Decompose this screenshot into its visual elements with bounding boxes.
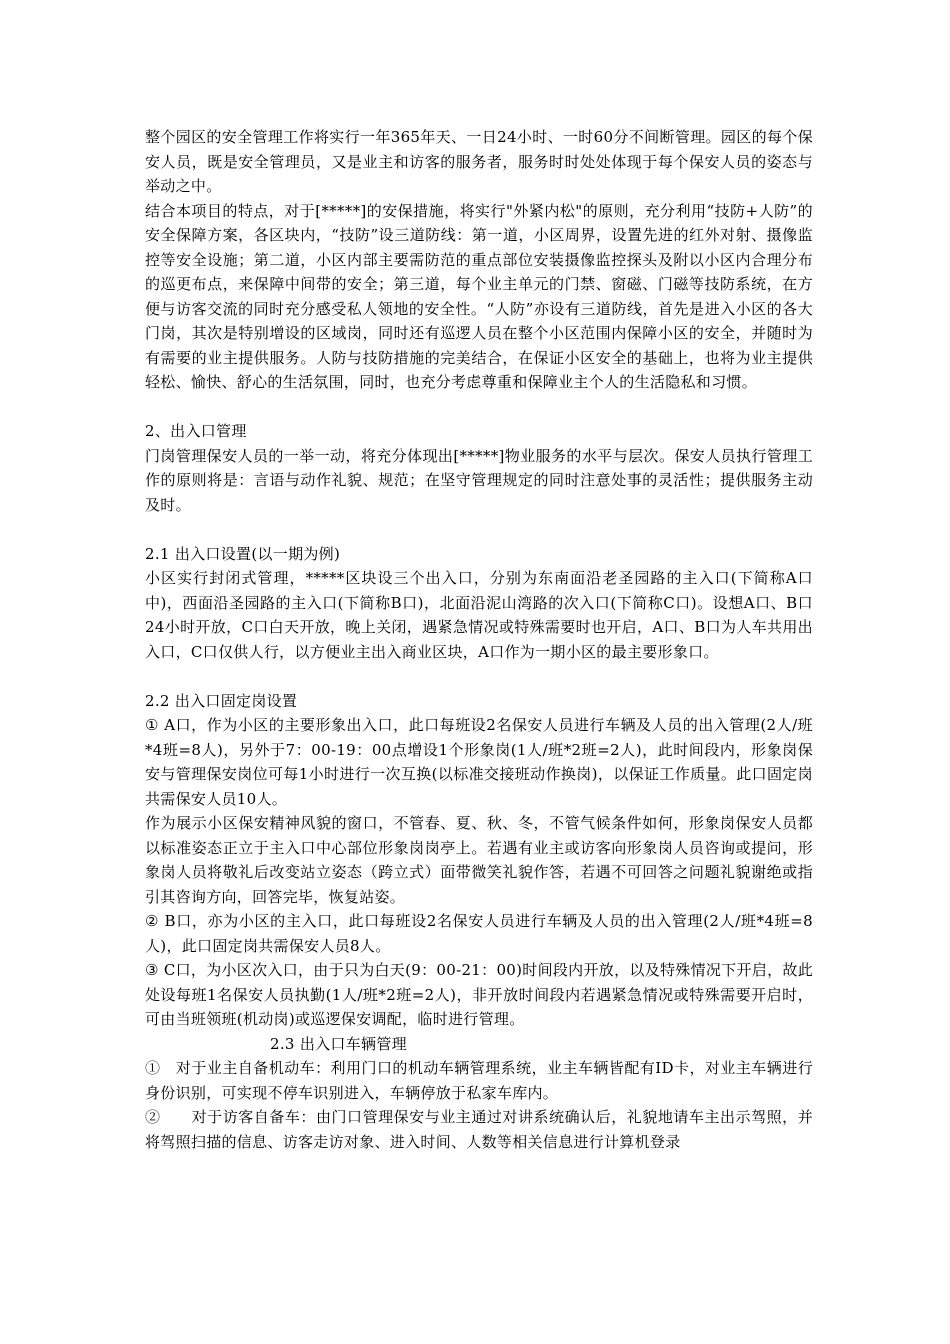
paragraph-gate-principles: 门岗管理保安人员的一举一动，将充分体现出[*****]物业服务的水平与层次。保安人员执行管理工作的原则将是：言语与动作礼貌、规范；在坚守管理规定的同时注意处事的灵活性；提供服务主动及时。 — [145, 446, 813, 514]
paragraph-owner-vehicles: ① 对于业主自备机动车：利用门口的机动车辆管理系统，业主车辆皆配有ID卡，对业主车辆进行身份识别，可实现不停车识别进入，车辆停放于私家车库内。 — [145, 1059, 813, 1102]
paragraph-visitor-vehicles: ② 对于访客自备车：由门口管理保安与业主通过对讲系统确认后，礼貌地请车主出示驾照，并将驾照扫描的信息、访客走访对象、进入时间、人数等相关信息进行计算机登录 — [145, 1108, 813, 1151]
paragraph-image-post: 作为展示小区保安精神风貌的窗口，不管春、夏、秋、冬，不管气候条件如何，形象岗保安人员都以标准姿态正立于主入口中心部位形象岗岗亭上。若遇有业主或访客向形象岗人员咨询或提问，形象岗人员将敬礼后改变站立姿态（跨立式）面带微笑礼貌作答，若遇不可回答之问题礼貌谢绝或指引其咨询方向，回答完毕，恢复站姿。 — [145, 814, 813, 906]
paragraph-gate-c: ③ C口，为小区次入口，由于只为白天(9：00-21：00)时间段内开放，以及特殊情况下开启，故此处设每班1名保安人员执勤(1人/班*2班=2人)，非开放时间段内若遇紧急情况或特殊需要开启时，可由当班领班(机动岗)或巡逻保安调配，临时进行管理。 — [145, 961, 813, 1028]
document-body — [145, 125, 813, 1154]
section-heading-fixed-posts: 2.2 出入口固定岗设置 — [145, 691, 298, 710]
section-heading-entrance-setup: 2.1 出入口设置(以一期为例) — [145, 544, 341, 563]
section-heading-entrance-management: 2、出入口管理 — [145, 422, 247, 440]
paragraph-gate-a: ① A口，作为小区的主要形象出入口，此口每班设2名保安人员进行车辆及人员的出入管理(2人/班*4班=8人)，另外于7：00-19：00点增设1个形象岗(1人/班*2班=2人)，此时间段内，形象岗保安与管理保安岗位可每1小时进行一次互换(以标准交接班动作换岗)，以保证工作质量。此口固定岗共需保安人员10人。 — [145, 716, 813, 808]
paragraph-gate-b: ② B口，亦为小区的主入口，此口每班设2名保安人员进行车辆及人员的出入管理(2人/班*4班=8人)，此口固定岗共需保安人员8人。 — [145, 912, 813, 955]
section-heading-vehicle-management: 2.3 出入口车辆管理 — [270, 1034, 407, 1053]
paragraph-security-strategy: 结合本项目的特点，对于[*****]的安保措施，将实行"外紧内松"的原则，充分利用“技防+人防”的安全保障方案，各区块内，“技防”设三道防线：第一道，小区周界，设置先进的红外对射、摄像监控等安全设施；第二道，小区内部主要需防范的重点部位安装摄像监控探头及附以小区内合理分布的巡更布点，来保障中间带的安全；第三道，每个业主单元的门禁、窗磁、门磁等技防系统，在方便与访客交流的同时充分感受私人领地的安全性。“人防”亦设有三道防线，首先是进入小区的各大门岗，其次是特别增设的区域岗，同时还有巡逻人员在整个小区范围内保障小区的安全，并随时为有需要的业主提供服务。人防与技防措施的完美结合，在保证小区安全的基础上，也将为业主提供轻松、愉快、舒心的生活氛围，同时，也充分考虑尊重和保障业主个人的生活隐私和习惯。 — [145, 201, 813, 391]
paragraph-entrance-setup: 小区实行封闭式管理，*****区块设三个出入口，分别为东南面沿老圣园路的主入口(下简称A口中)，西面沿圣园路的主入口(下简称B口)，北面沿泥山湾路的次入口(下简称C口)。设想A口、B口24小时开放，C口白天开放，晚上关闭，遇紧急情况或特殊需要时也开启，A口、B口为人车共用出入口，C口仅供人行，以方便业主出入商业区块，A口作为一期小区的最主要形象口。 — [145, 569, 813, 661]
paragraph-intro: 整个园区的安全管理工作将实行一年365年天、一日24小时、一时60分不间断管理。园区的每个保安人员，既是安全管理员，又是业主和访客的服务者，服务时时处处体现于每个保安人员的姿态与举动之中。 — [145, 128, 813, 195]
